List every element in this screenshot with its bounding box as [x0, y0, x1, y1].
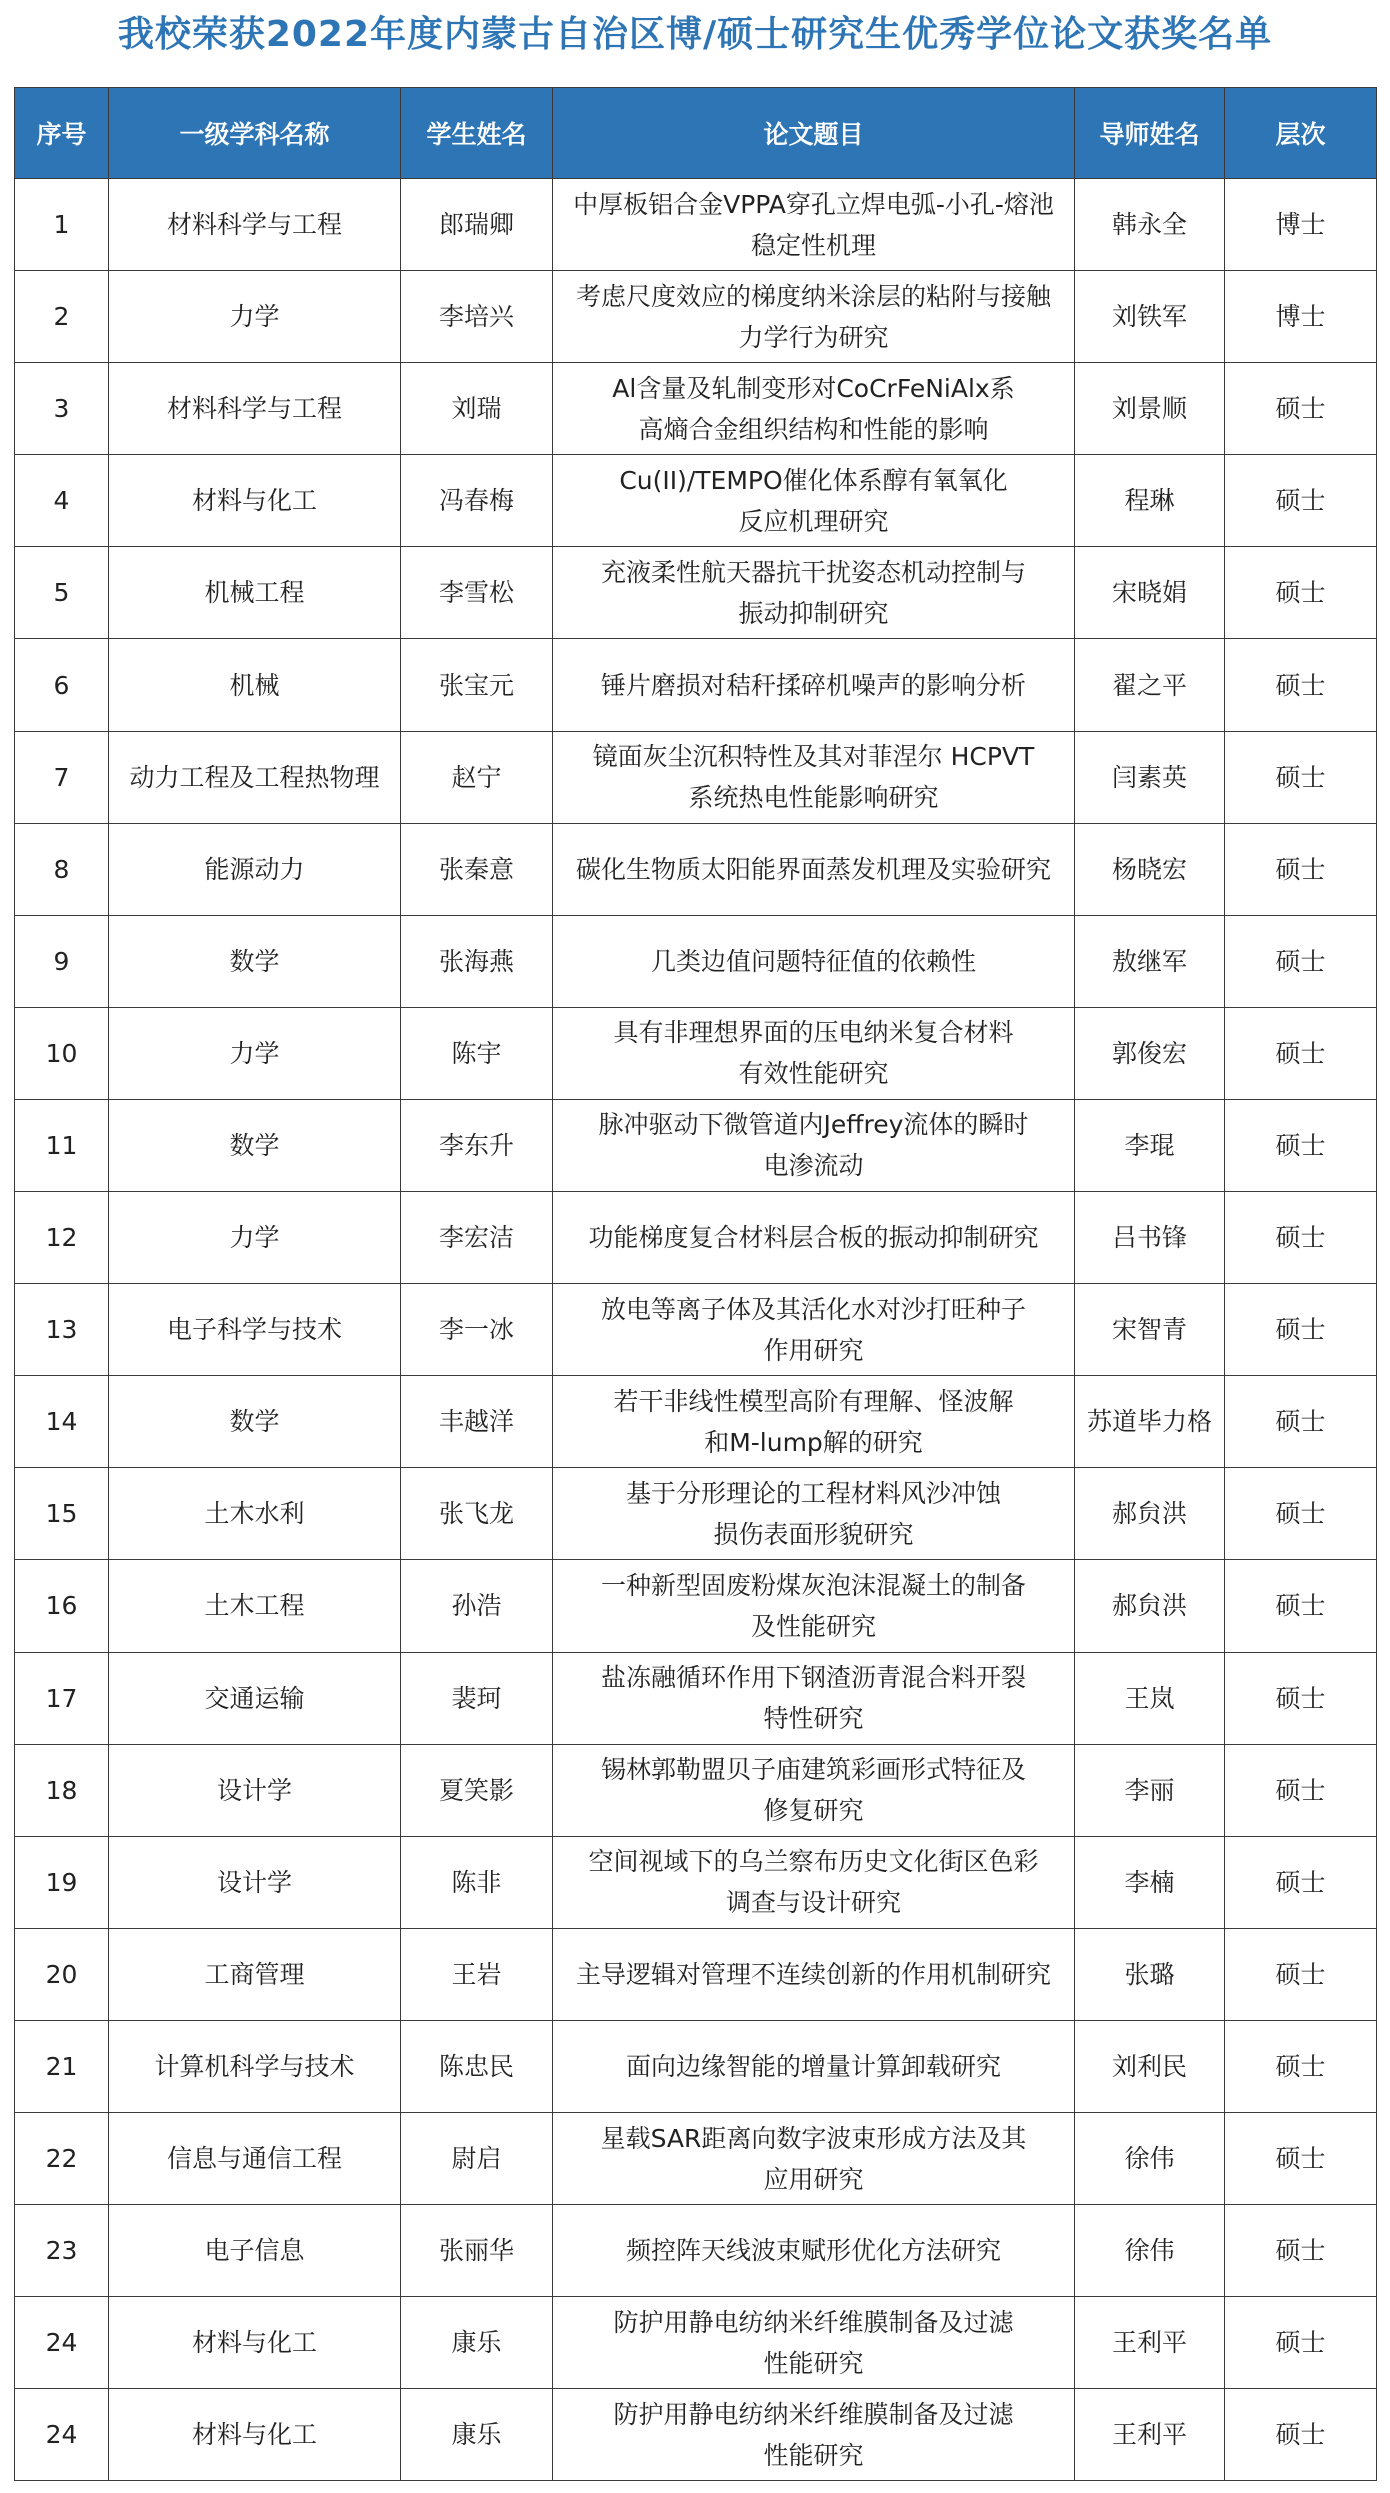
cell-student: 冯春梅 [401, 455, 553, 547]
cell-student: 陈忠民 [401, 2020, 553, 2112]
cell-level: 硕士 [1225, 1284, 1377, 1376]
table-row [15, 1560, 1377, 1652]
cell-number: 8 [15, 823, 109, 915]
table-body [15, 179, 1377, 2481]
cell-discipline: 动力工程及工程热物理 [109, 731, 401, 823]
cell-discipline: 力学 [109, 1192, 401, 1284]
cell-thesis: 具有非理想界面的压电纳米复合材料 有效性能研究 [553, 1007, 1075, 1099]
cell-level: 硕士 [1225, 2389, 1377, 2481]
table-row [15, 547, 1377, 639]
cell-discipline: 土木水利 [109, 1468, 401, 1560]
cell-student: 张宝元 [401, 639, 553, 731]
table-row [15, 1099, 1377, 1191]
cell-level: 硕士 [1225, 1560, 1377, 1652]
cell-student: 李雪松 [401, 547, 553, 639]
cell-thesis: 防护用静电纺纳米纤维膜制备及过滤 性能研究 [553, 2389, 1075, 2481]
cell-level: 硕士 [1225, 1099, 1377, 1191]
header-discipline: 一级学科名称 [109, 88, 401, 179]
cell-discipline: 设计学 [109, 1836, 401, 1928]
cell-level: 硕士 [1225, 1744, 1377, 1836]
cell-student: 陈非 [401, 1836, 553, 1928]
cell-student: 郎瑞卿 [401, 179, 553, 271]
table-row [15, 731, 1377, 823]
table-row [15, 1928, 1377, 2020]
cell-discipline: 数学 [109, 1099, 401, 1191]
table-row [15, 2389, 1377, 2481]
cell-student: 孙浩 [401, 1560, 553, 1652]
table-row [15, 1192, 1377, 1284]
cell-advisor: 王岚 [1075, 1652, 1225, 1744]
cell-number: 9 [15, 915, 109, 1007]
cell-number: 1 [15, 179, 109, 271]
cell-thesis: 碳化生物质太阳能界面蒸发机理及实验研究 [553, 823, 1075, 915]
cell-thesis: 几类边值问题特征值的依赖性 [553, 915, 1075, 1007]
table-row [15, 1468, 1377, 1560]
cell-student: 李宏洁 [401, 1192, 553, 1284]
table-row [15, 915, 1377, 1007]
cell-number: 24 [15, 2389, 109, 2481]
cell-number: 17 [15, 1652, 109, 1744]
cell-student: 张飞龙 [401, 1468, 553, 1560]
cell-discipline: 数学 [109, 1376, 401, 1468]
cell-advisor: 宋晓娟 [1075, 547, 1225, 639]
cell-student: 裴珂 [401, 1652, 553, 1744]
cell-advisor: 徐伟 [1075, 2112, 1225, 2204]
cell-student: 张海燕 [401, 915, 553, 1007]
cell-discipline: 电子信息 [109, 2205, 401, 2297]
cell-student: 李东升 [401, 1099, 553, 1191]
cell-thesis: 基于分形理论的工程材料风沙冲蚀 损伤表面形貌研究 [553, 1468, 1075, 1560]
cell-number: 12 [15, 1192, 109, 1284]
cell-advisor: 郝贠洪 [1075, 1468, 1225, 1560]
cell-thesis: 频控阵天线波束赋形优化方法研究 [553, 2205, 1075, 2297]
table-row [15, 1376, 1377, 1468]
cell-student: 丰越洋 [401, 1376, 553, 1468]
cell-number: 21 [15, 2020, 109, 2112]
table-row [15, 1284, 1377, 1376]
cell-advisor: 李琨 [1075, 1099, 1225, 1191]
cell-level: 硕士 [1225, 1007, 1377, 1099]
cell-number: 10 [15, 1007, 109, 1099]
cell-advisor: 闫素英 [1075, 731, 1225, 823]
cell-discipline: 电子科学与技术 [109, 1284, 401, 1376]
page-title: 我校荣获2022年度内蒙古自治区博/硕士研究生优秀学位论文获奖名单 [117, 14, 1273, 55]
cell-discipline: 机械工程 [109, 547, 401, 639]
cell-student: 康乐 [401, 2297, 553, 2389]
cell-level: 硕士 [1225, 1928, 1377, 2020]
cell-student: 夏笑影 [401, 1744, 553, 1836]
cell-level: 硕士 [1225, 1376, 1377, 1468]
cell-level: 博士 [1225, 271, 1377, 363]
cell-discipline: 材料与化工 [109, 2389, 401, 2481]
cell-discipline: 力学 [109, 271, 401, 363]
cell-thesis: 脉冲驱动下微管道内Jeffrey流体的瞬时 电渗流动 [553, 1099, 1075, 1191]
cell-number: 18 [15, 1744, 109, 1836]
cell-level: 硕士 [1225, 731, 1377, 823]
cell-thesis: 盐冻融循环作用下钢渣沥青混合料开裂 特性研究 [553, 1652, 1075, 1744]
cell-advisor: 翟之平 [1075, 639, 1225, 731]
cell-discipline: 数学 [109, 915, 401, 1007]
cell-discipline: 交通运输 [109, 1652, 401, 1744]
cell-advisor: 李楠 [1075, 1836, 1225, 1928]
cell-student: 李一冰 [401, 1284, 553, 1376]
cell-discipline: 材料科学与工程 [109, 363, 401, 455]
cell-advisor: 郭俊宏 [1075, 1007, 1225, 1099]
cell-discipline: 工商管理 [109, 1928, 401, 2020]
cell-advisor: 吕书锋 [1075, 1192, 1225, 1284]
header-advisor: 导师姓名 [1075, 88, 1225, 179]
cell-level: 硕士 [1225, 547, 1377, 639]
cell-number: 4 [15, 455, 109, 547]
cell-number: 6 [15, 639, 109, 731]
cell-level: 硕士 [1225, 2020, 1377, 2112]
cell-thesis: 主导逻辑对管理不连续创新的作用机制研究 [553, 1928, 1075, 2020]
cell-advisor: 苏道毕力格 [1075, 1376, 1225, 1468]
cell-level: 硕士 [1225, 1652, 1377, 1744]
table-row [15, 271, 1377, 363]
cell-discipline: 力学 [109, 1007, 401, 1099]
cell-student: 康乐 [401, 2389, 553, 2481]
cell-advisor: 刘景顺 [1075, 363, 1225, 455]
cell-thesis: 面向边缘智能的增量计算卸载研究 [553, 2020, 1075, 2112]
cell-thesis: 星载SAR距离向数字波束形成方法及其 应用研究 [553, 2112, 1075, 2204]
cell-advisor: 郝贠洪 [1075, 1560, 1225, 1652]
cell-level: 硕士 [1225, 455, 1377, 547]
cell-advisor: 敖继军 [1075, 915, 1225, 1007]
table-row [15, 2112, 1377, 2204]
cell-thesis: Al含量及轧制变形对CoCrFeNiAlx系 高熵合金组织结构和性能的影响 [553, 363, 1075, 455]
table-row [15, 823, 1377, 915]
cell-number: 11 [15, 1099, 109, 1191]
cell-student: 张秦意 [401, 823, 553, 915]
cell-number: 7 [15, 731, 109, 823]
table-row [15, 2297, 1377, 2389]
cell-discipline: 计算机科学与技术 [109, 2020, 401, 2112]
cell-number: 5 [15, 547, 109, 639]
cell-advisor: 杨晓宏 [1075, 823, 1225, 915]
table-row [15, 363, 1377, 455]
table-row [15, 1836, 1377, 1928]
cell-discipline: 材料与化工 [109, 2297, 401, 2389]
cell-number: 3 [15, 363, 109, 455]
cell-advisor: 徐伟 [1075, 2205, 1225, 2297]
cell-thesis: 中厚板铝合金VPPA穿孔立焊电弧-小孔-熔池 稳定性机理 [553, 179, 1075, 271]
cell-thesis: 锤片磨损对秸秆揉碎机噪声的影响分析 [553, 639, 1075, 731]
header-row [15, 88, 1377, 179]
cell-discipline: 信息与通信工程 [109, 2112, 401, 2204]
awards-table [14, 87, 1377, 2481]
cell-number: 15 [15, 1468, 109, 1560]
cell-discipline: 材料科学与工程 [109, 179, 401, 271]
cell-level: 硕士 [1225, 1192, 1377, 1284]
cell-discipline: 土木工程 [109, 1560, 401, 1652]
cell-level: 硕士 [1225, 1836, 1377, 1928]
cell-advisor: 韩永全 [1075, 179, 1225, 271]
cell-advisor: 宋智青 [1075, 1284, 1225, 1376]
cell-advisor: 李丽 [1075, 1744, 1225, 1836]
cell-thesis: 考虑尺度效应的梯度纳米涂层的粘附与接触 力学行为研究 [553, 271, 1075, 363]
cell-thesis: 充液柔性航天器抗干扰姿态机动控制与 振动抑制研究 [553, 547, 1075, 639]
cell-number: 16 [15, 1560, 109, 1652]
cell-thesis: 空间视域下的乌兰察布历史文化街区色彩 调查与设计研究 [553, 1836, 1075, 1928]
header-level: 层次 [1225, 88, 1377, 179]
cell-discipline: 能源动力 [109, 823, 401, 915]
cell-thesis: 功能梯度复合材料层合板的振动抑制研究 [553, 1192, 1075, 1284]
cell-student: 陈宇 [401, 1007, 553, 1099]
cell-advisor: 张璐 [1075, 1928, 1225, 2020]
cell-advisor: 王利平 [1075, 2389, 1225, 2481]
cell-advisor: 王利平 [1075, 2297, 1225, 2389]
cell-student: 李培兴 [401, 271, 553, 363]
cell-number: 2 [15, 271, 109, 363]
cell-thesis: 镜面灰尘沉积特性及其对菲涅尔 HCPVT 系统热电性能影响研究 [553, 731, 1075, 823]
cell-student: 刘瑞 [401, 363, 553, 455]
cell-level: 硕士 [1225, 363, 1377, 455]
cell-number: 24 [15, 2297, 109, 2389]
cell-number: 22 [15, 2112, 109, 2204]
cell-level: 硕士 [1225, 915, 1377, 1007]
table-row [15, 639, 1377, 731]
cell-discipline: 设计学 [109, 1744, 401, 1836]
cell-thesis: 防护用静电纺纳米纤维膜制备及过滤 性能研究 [553, 2297, 1075, 2389]
cell-student: 赵宁 [401, 731, 553, 823]
cell-advisor: 刘利民 [1075, 2020, 1225, 2112]
cell-student: 张丽华 [401, 2205, 553, 2297]
cell-thesis: Cu(II)/TEMPO催化体系醇有氧氧化 反应机理研究 [553, 455, 1075, 547]
table-row [15, 1007, 1377, 1099]
cell-thesis: 一种新型固废粉煤灰泡沫混凝土的制备 及性能研究 [553, 1560, 1075, 1652]
cell-level: 硕士 [1225, 2205, 1377, 2297]
cell-student: 王岩 [401, 1928, 553, 2020]
cell-number: 13 [15, 1284, 109, 1376]
cell-level: 硕士 [1225, 2112, 1377, 2204]
header-student: 学生姓名 [401, 88, 553, 179]
cell-number: 20 [15, 1928, 109, 2020]
cell-level: 硕士 [1225, 823, 1377, 915]
cell-thesis: 锡林郭勒盟贝子庙建筑彩画形式特征及 修复研究 [553, 1744, 1075, 1836]
cell-level: 硕士 [1225, 1468, 1377, 1560]
cell-discipline: 材料与化工 [109, 455, 401, 547]
table-row [15, 2205, 1377, 2297]
table-row [15, 1652, 1377, 1744]
header-number: 序号 [15, 88, 109, 179]
cell-advisor: 程琳 [1075, 455, 1225, 547]
cell-level: 硕士 [1225, 2297, 1377, 2389]
table-row [15, 1744, 1377, 1836]
table-row [15, 179, 1377, 271]
cell-level: 硕士 [1225, 639, 1377, 731]
cell-discipline: 机械 [109, 639, 401, 731]
cell-number: 19 [15, 1836, 109, 1928]
cell-number: 14 [15, 1376, 109, 1468]
cell-thesis: 若干非线性模型高阶有理解、怪波解 和M-lump解的研究 [553, 1376, 1075, 1468]
table-header [15, 88, 1377, 179]
cell-student: 尉启 [401, 2112, 553, 2204]
cell-thesis: 放电等离子体及其活化水对沙打旺种子 作用研究 [553, 1284, 1075, 1376]
cell-advisor: 刘铁军 [1075, 271, 1225, 363]
table-row [15, 455, 1377, 547]
header-thesis: 论文题目 [553, 88, 1075, 179]
table-row [15, 2020, 1377, 2112]
cell-level: 博士 [1225, 179, 1377, 271]
cell-number: 23 [15, 2205, 109, 2297]
